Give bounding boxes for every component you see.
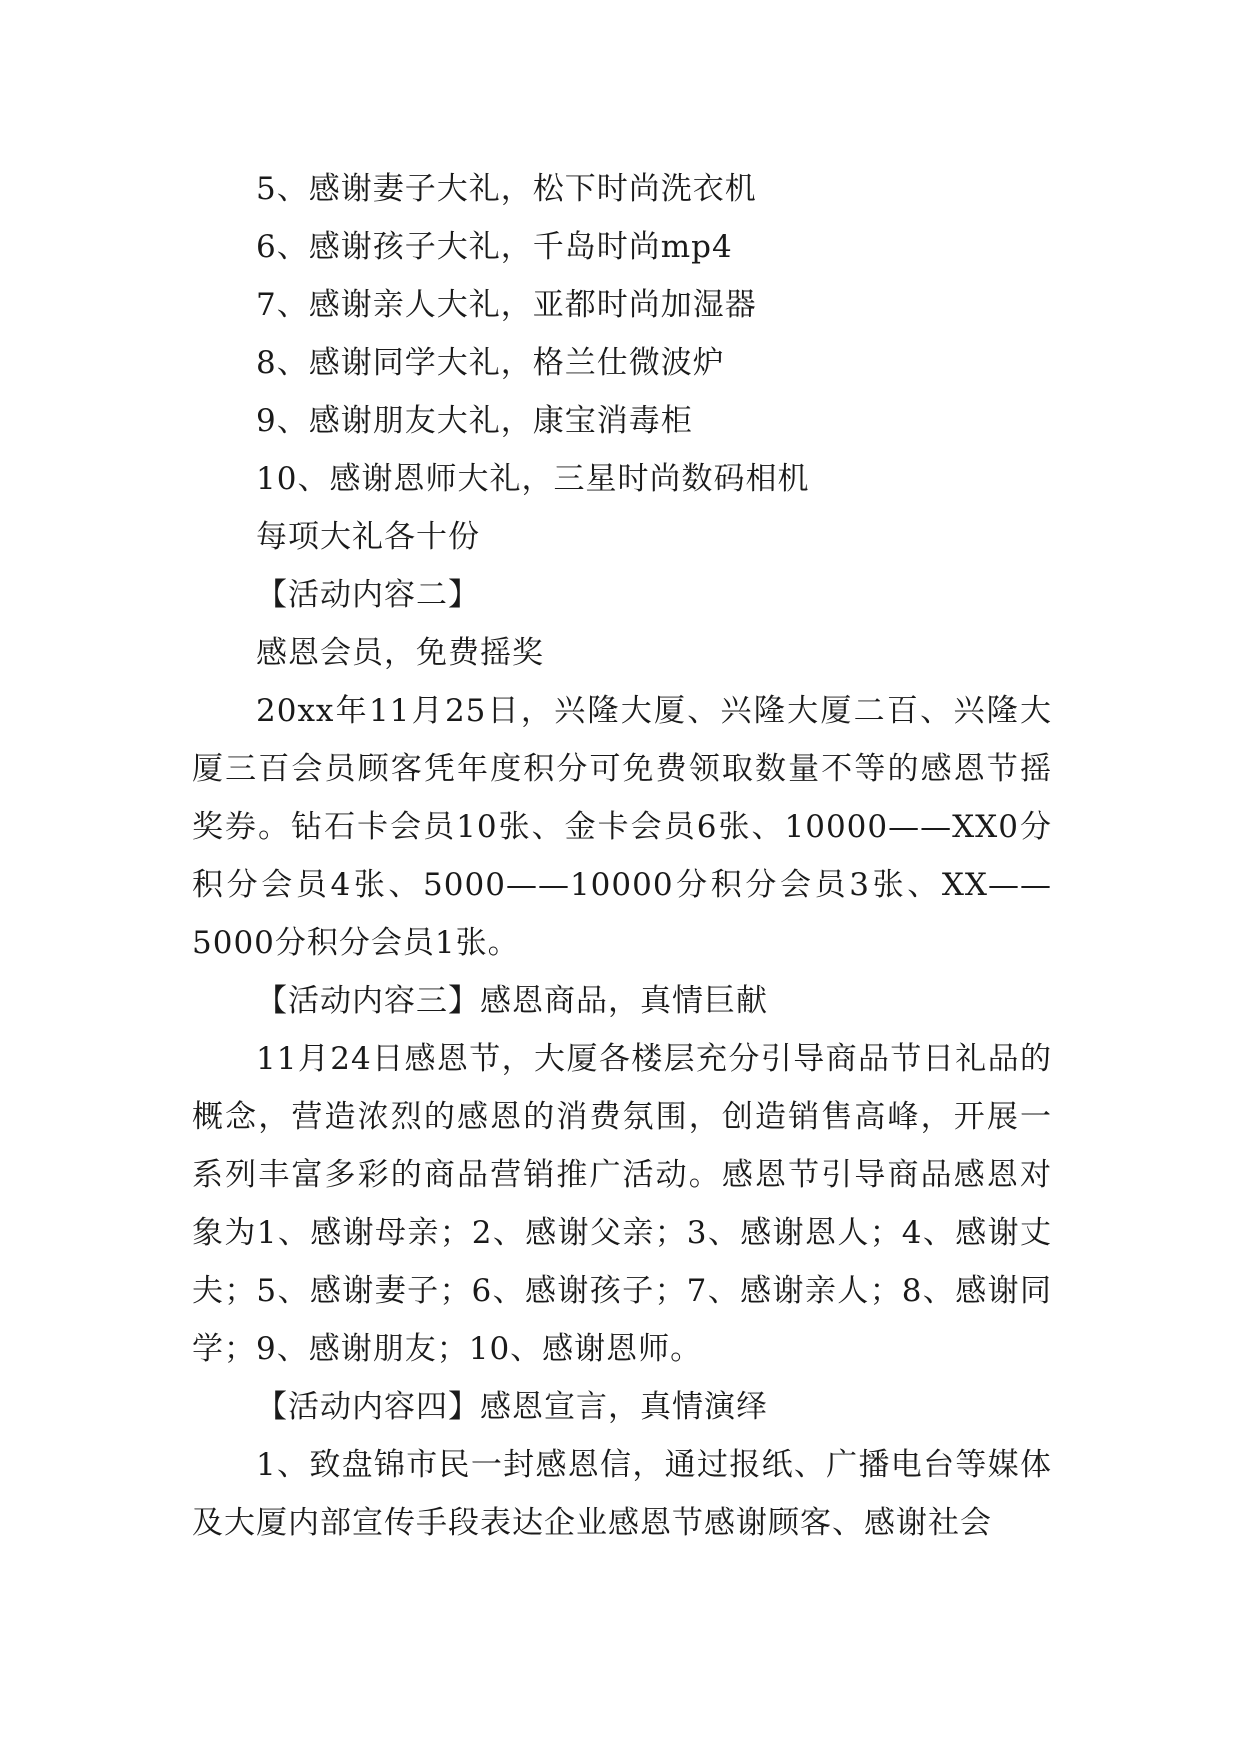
activity-2-body: 20xx年11月25日，兴隆大厦、兴隆大厦二百、兴隆大厦三百会员顾客凭年度积分可免费领取数量不等的感恩节摇奖券。钻石卡会员10张、金卡会员6张、10000——XX0分积分会员4张、5000——10000分积分会员3张、XX——5000分积分会员1张。 <box>192 693 1052 961</box>
activity-3-body: 11月24日感恩节，大厦各楼层充分引导商品节日礼品的概念，营造浓烈的感恩的消费氛围，创造销售高峰，开展一系列丰富多彩的商品营销推广活动。感恩节引导商品感恩对象为1、感谢母亲；2、感谢父亲；3、感谢恩人；4、感谢丈夫；5、感谢妻子；6、感谢孩子；7、感谢亲人；8、感谢同学；9、感谢朋友；10、感谢恩师。 <box>192 1041 1052 1367</box>
list-item-gift-9: 9、感谢朋友大礼，康宝消毒柜 <box>256 403 693 439</box>
list-item-gift-6: 6、感谢孩子大礼，千岛时尚mp4 <box>256 229 733 265</box>
activity-2-title: 感恩会员，免费摇奖 <box>256 635 544 671</box>
section-heading-activity-2: 【活动内容二】 <box>256 577 480 613</box>
list-item-gift-10: 10、感谢恩师大礼，三星时尚数码相机 <box>256 461 810 497</box>
gift-quantity-note: 每项大礼各十份 <box>256 519 480 555</box>
activity-4-body: 1、致盘锦市民一封感恩信，通过报纸、广播电台等媒体及大厦内部宣传手段表达企业感恩节感谢顾客、感谢社会 <box>192 1447 1052 1541</box>
list-item-gift-7: 7、感谢亲人大礼，亚都时尚加湿器 <box>256 287 757 323</box>
document-body <box>192 160 1052 1552</box>
section-heading-activity-4: 【活动内容四】感恩宣言，真情演绎 <box>256 1389 768 1425</box>
list-item-gift-5: 5、感谢妻子大礼，松下时尚洗衣机 <box>256 171 757 207</box>
section-heading-activity-3: 【活动内容三】感恩商品，真情巨献 <box>256 983 768 1019</box>
list-item-gift-8: 8、感谢同学大礼，格兰仕微波炉 <box>256 345 725 381</box>
